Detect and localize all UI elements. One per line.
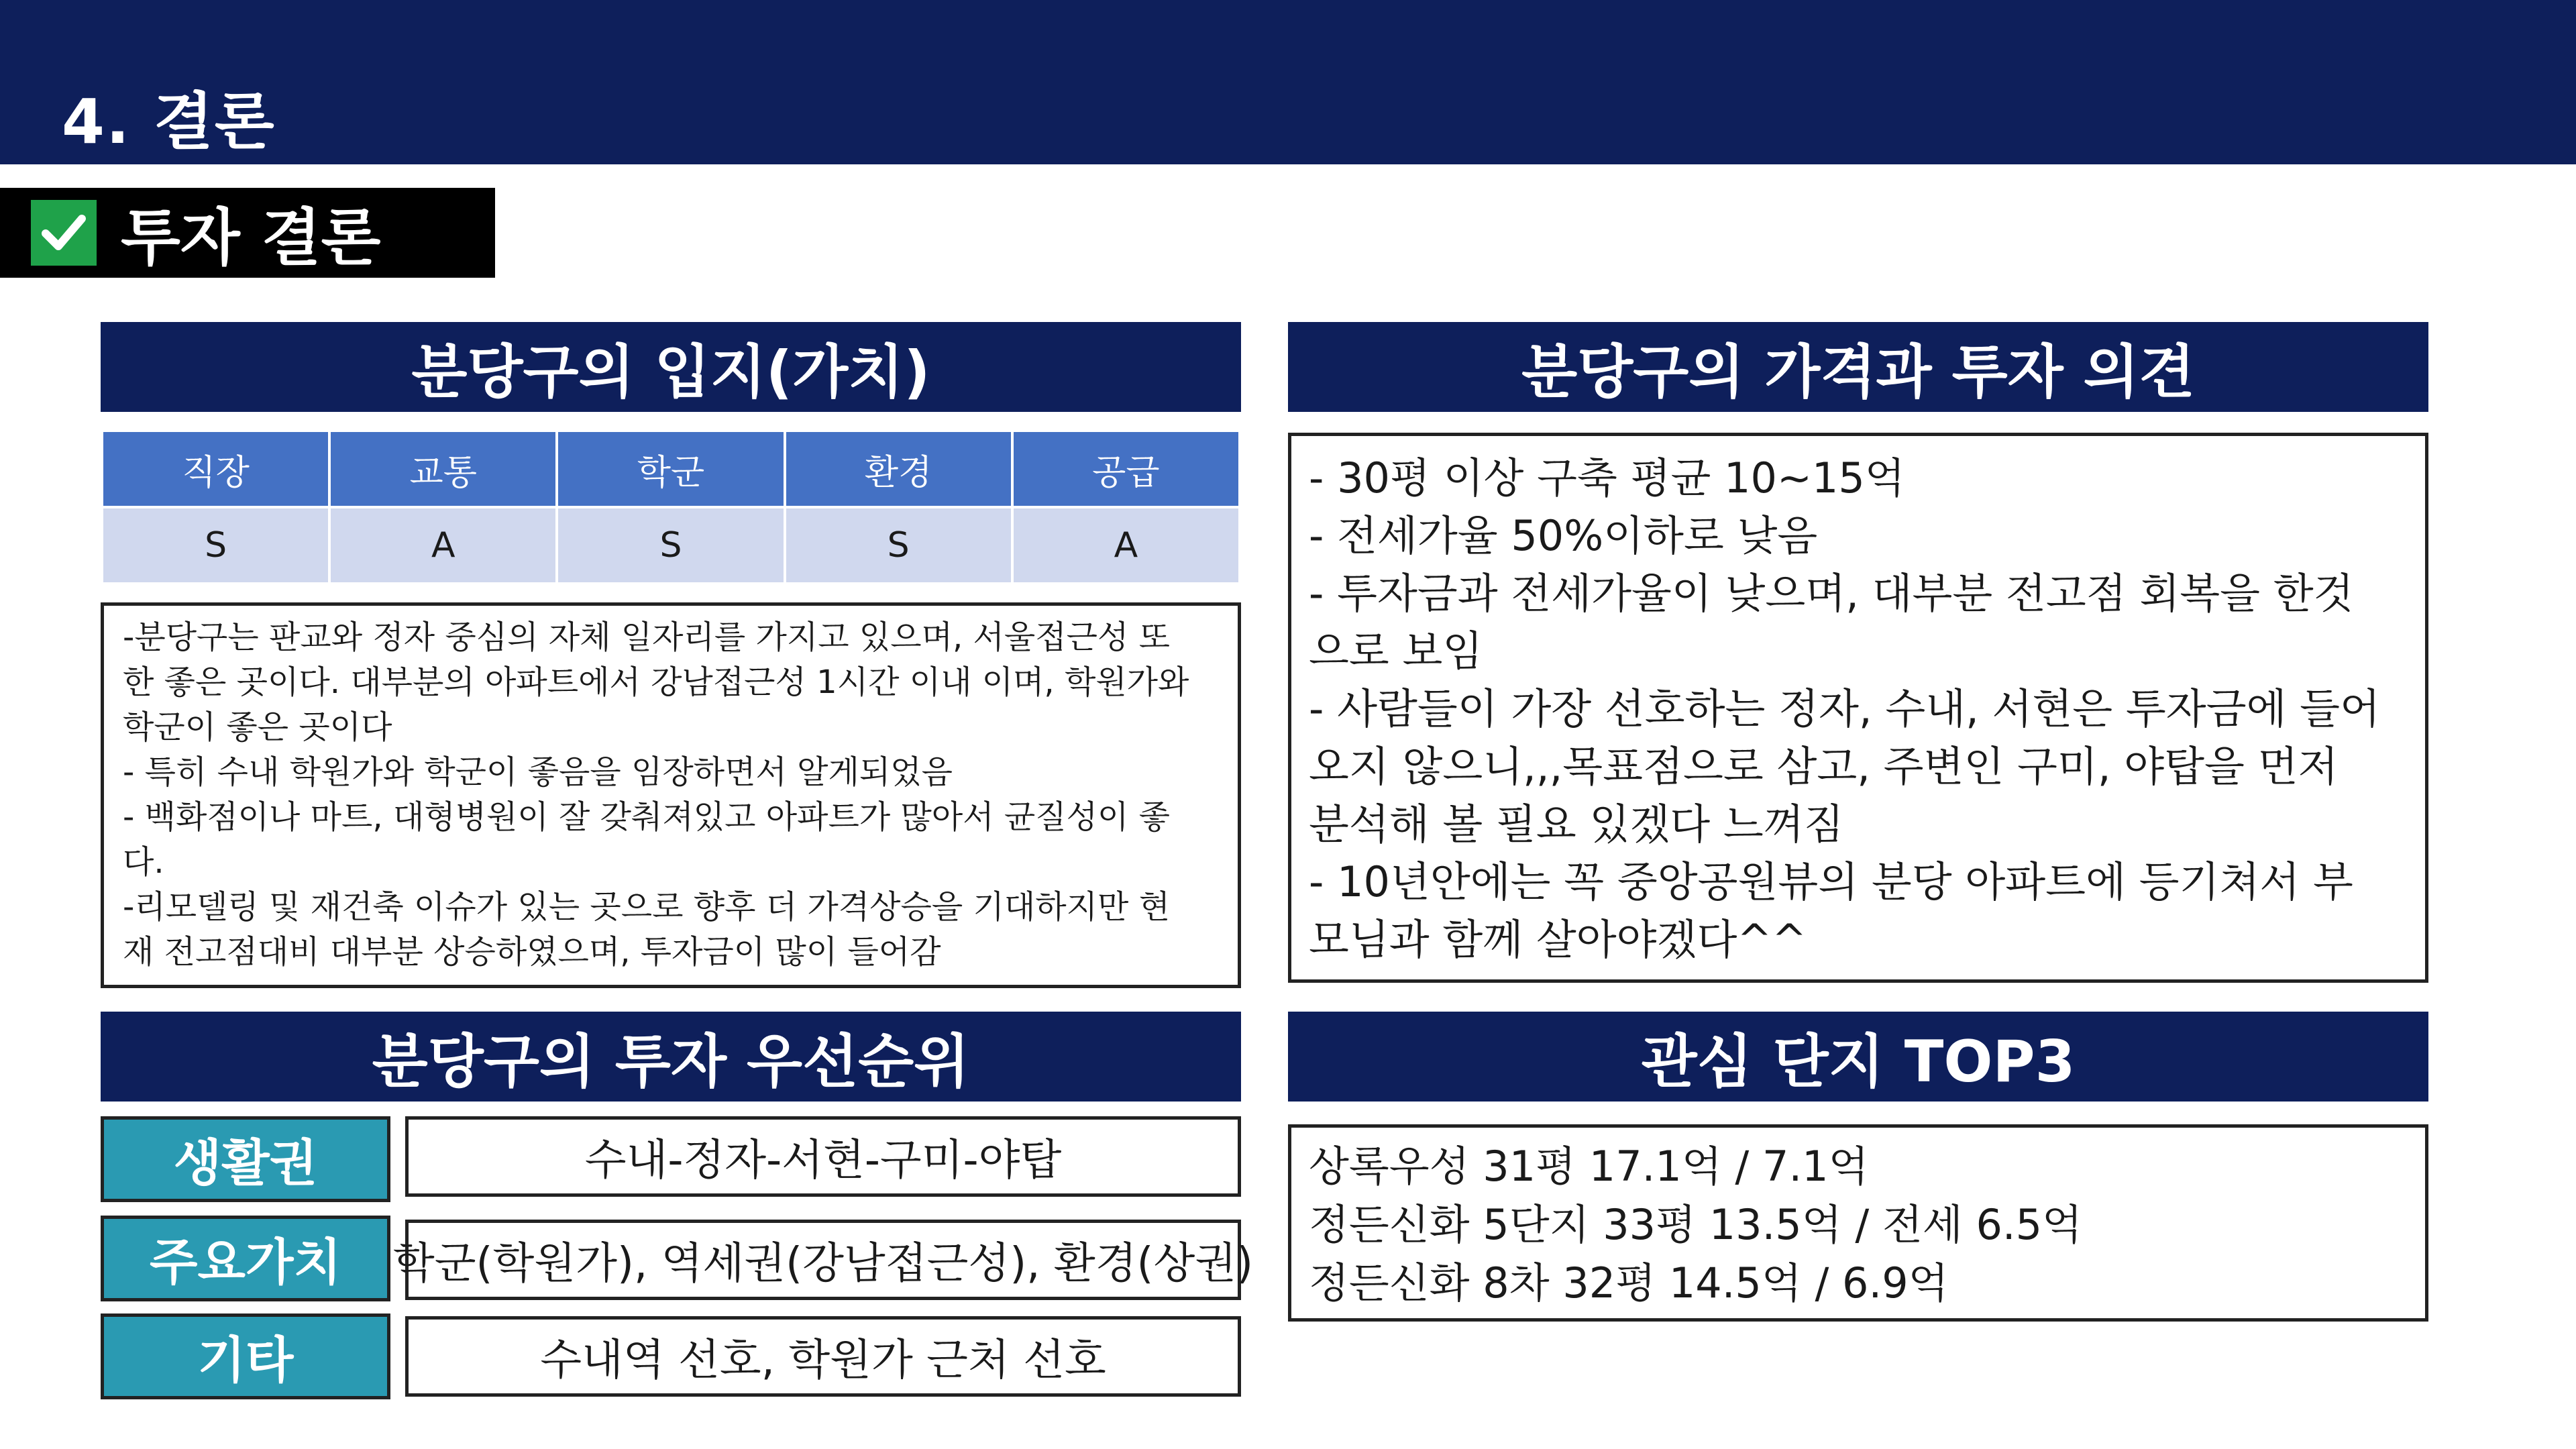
grade-cell: S — [785, 507, 1012, 584]
list-item: 상록우성 31평 17.1억 / 7.1억 — [1309, 1142, 1869, 1191]
opinion-text — [1288, 433, 2428, 983]
text-line: -분당구는 판교와 정자 중심의 자체 일자리를 가지고 있으며, 서울접근성 또 — [123, 619, 1170, 656]
list-item: 정든신화 8차 32평 14.5억 / 6.9억 — [1309, 1258, 1949, 1307]
grade-col-header: 교통 — [329, 431, 557, 507]
grade-col-header: 직장 — [102, 431, 329, 507]
grade-header-row — [102, 431, 1240, 507]
text-line: -리모델링 및 재건축 이슈가 있는 곳으로 향후 더 가격상승을 기대하지만 현 — [123, 888, 1170, 926]
page-title: 4. 결론 — [62, 86, 276, 158]
priority-label-living-area: 생활권 — [101, 1116, 390, 1202]
top3-heading: 관심 단지 TOP3 — [1288, 1012, 2428, 1102]
top-header-bar — [0, 0, 2576, 164]
priority-label-key-value: 주요가치 — [101, 1216, 390, 1301]
grade-value-row — [102, 507, 1240, 584]
text-line: 으로 보임 — [1309, 627, 1483, 676]
text-line: - 특히 수내 학원가와 학군이 좋음을 임장하면서 알게되었음 — [123, 753, 953, 791]
top3-list — [1288, 1124, 2428, 1322]
section-title: 투자 결론 — [121, 202, 381, 274]
priority-value-key-value: 학군(학원가), 역세권(강남접근성), 환경(상권) — [405, 1220, 1241, 1300]
grade-col-header: 환경 — [785, 431, 1012, 507]
priority-heading: 분당구의 투자 우선순위 — [101, 1012, 1241, 1102]
grade-cell: S — [102, 507, 329, 584]
grade-table — [101, 429, 1241, 585]
text-line: 분석해 볼 필요 있겠다 느껴짐 — [1309, 800, 1844, 849]
text-line: - 10년안에는 꼭 중앙공원뷰의 분당 아파트에 등기쳐서 부 — [1309, 857, 2353, 906]
text-line: - 사람들이 가장 선호하는 정자, 수내, 서현은 투자금에 들어 — [1309, 684, 2380, 733]
text-line: 학군이 좋은 곳이다 — [123, 708, 392, 746]
grade-col-header: 학군 — [557, 431, 784, 507]
grade-cell: A — [1012, 507, 1240, 584]
text-line: 다. — [123, 843, 164, 881]
grade-col-header: 공급 — [1012, 431, 1240, 507]
grade-cell: A — [329, 507, 557, 584]
priority-label-etc: 기타 — [101, 1313, 390, 1399]
location-description — [101, 602, 1241, 988]
list-item: 정든신화 5단지 33평 13.5억 / 전세 6.5억 — [1309, 1200, 2082, 1249]
text-line: - 전세가율 50%이하로 낮음 — [1309, 511, 1818, 560]
text-line: 재 전고점대비 대부분 상승하였으며, 투자금이 많이 들어감 — [123, 933, 941, 971]
text-line: 한 좋은 곳이다. 대부분의 아파트에서 강남접근성 1시간 이내 이며, 학원가와 — [123, 663, 1189, 701]
text-line: - 30평 이상 구축 평균 10~15억 — [1309, 453, 1905, 502]
priority-value-living-area: 수내-정자-서현-구미-야탑 — [405, 1116, 1241, 1197]
text-line: - 투자금과 전세가율이 낮으며, 대부분 전고점 회복을 한것 — [1309, 569, 2354, 618]
section-tag — [0, 188, 495, 278]
priority-value-etc: 수내역 선호, 학원가 근처 선호 — [405, 1316, 1241, 1397]
text-line: 오지 않으니,,,목표점으로 삼고, 주변인 구미, 야탑을 먼저 — [1309, 742, 2339, 791]
opinion-heading: 분당구의 가격과 투자 의견 — [1288, 322, 2428, 412]
checkmark-icon — [31, 200, 97, 266]
text-line: 모님과 함께 살아야겠다^^ — [1309, 915, 1807, 964]
location-heading: 분당구의 입지(가치) — [101, 322, 1241, 412]
text-line: - 백화점이나 마트, 대형병원이 잘 갖춰져있고 아파트가 많아서 균질성이 좋 — [123, 798, 1170, 836]
grade-cell: S — [557, 507, 784, 584]
